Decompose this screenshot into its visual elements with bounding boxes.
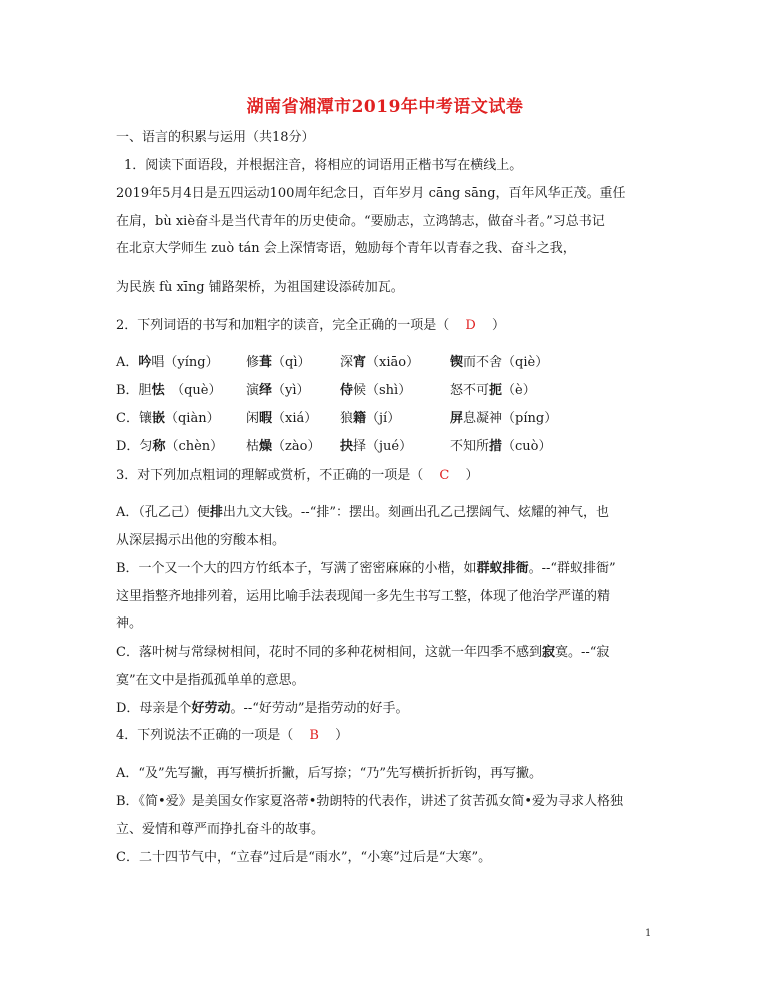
q4-stem-close: ）: [335, 728, 349, 743]
q2-option-b-item-1: [116, 381, 221, 401]
bold-character: 葺: [259, 355, 273, 370]
option-text: 择（jué）: [353, 439, 413, 454]
q1-passage-line-4: 为民族 fù xīng 铺路架桥，为祖国建设添砖加瓦。: [116, 280, 404, 295]
bold-character: 屏: [450, 411, 464, 426]
option-text: 息凝神（píng）: [463, 411, 558, 426]
option-text: （jí）: [366, 411, 401, 426]
q1-passage-line-1: 2019年5月4日是五四运动100周年纪念日，百年岁月 cāng sāng，百年风华正茂。重任: [116, 186, 626, 201]
q3-option-c: [116, 643, 661, 663]
bold-character: 侍: [340, 383, 354, 398]
q1-stem: 1．阅读下面语段，并根据注音，将相应的词语用正楷书写在横线上。: [124, 158, 523, 173]
q3-option-b-cont-2: 神。: [116, 616, 143, 631]
q2-option-a: [116, 353, 676, 373]
option-text: 怒不可: [450, 383, 490, 398]
option-text: 修: [246, 355, 260, 370]
page-number: 1: [645, 928, 652, 939]
option-text: （è）: [502, 383, 536, 398]
q2-option-c-item-2: [246, 409, 317, 429]
q2-option-b-item-4: [450, 381, 536, 401]
q3-option-d: [116, 699, 661, 719]
option-text: 闲: [246, 411, 260, 426]
q2-option-b-item-3: [340, 381, 411, 401]
bold-character: 吟: [138, 355, 152, 370]
option-text: 演: [246, 383, 260, 398]
bold-character: 宵: [353, 355, 367, 370]
option-text: 而不舍（qiè）: [463, 355, 549, 370]
bold-character: 扼: [489, 383, 503, 398]
q2-stem-text: 2．下列词语的书写和加粗字的读音，完全正确的一项是（: [116, 318, 450, 333]
q3-option-a-cont: 从深层揭示出他的穷酸本相。: [116, 533, 286, 548]
option-text: A．: [116, 355, 139, 370]
page-title: 湖南省湘潭市2019年中考语文试卷: [246, 97, 524, 117]
q3-c-bold: 寂: [541, 645, 555, 660]
q2-option-a-item-2: [246, 353, 311, 373]
q2-answer: D: [465, 318, 476, 333]
q4-option-c: C．二十四节气中，“立春”过后是“雨水”，“小寒”过后是“大寒”。: [116, 850, 492, 865]
bold-character: 绎: [259, 383, 273, 398]
q1-passage-line-2: 在肩，bù xiè奋斗是当代青年的历史使命。“要励志，立鸿鹄志，做奋斗者。”习总书记: [116, 214, 605, 229]
option-text: D．匀: [116, 439, 153, 454]
option-text: C．镶: [116, 411, 152, 426]
option-text: （cuò）: [502, 439, 552, 454]
q3-c-text: C．落叶树与常绿树相间，花时不同的多种花树相间，这就一年四季不感到: [116, 645, 542, 660]
q2-option-a-item-4: [450, 353, 548, 373]
q4-option-a: A．“及”先写撇，再写横折折撇，后写捺；“乃”先写横折折折钩，再写撇。: [116, 766, 542, 781]
q2-option-a-item-1: [116, 353, 219, 373]
q3-a-bold: 排: [209, 505, 223, 520]
q3-stem-text: 3．对下列加点粗词的理解或赏析，不正确的一项是（: [116, 468, 424, 483]
option-text: （chèn）: [165, 439, 224, 454]
option-text: （xiāo）: [366, 355, 420, 370]
option-text: 不知所: [450, 439, 490, 454]
q3-d-text-2: 。--“好劳动”是指劳动的好手。: [230, 701, 409, 716]
q3-option-c-cont: 寞”在文中是指孤孤单单的意思。: [116, 673, 305, 688]
q4-option-b-cont: 立、爱情和尊严而挣扎奋斗的故事。: [116, 822, 325, 837]
option-text: 狼: [340, 411, 354, 426]
q3-a-text: A．（孔乙己）便: [116, 505, 210, 520]
q3-option-a: [116, 503, 661, 523]
option-text: （qì）: [272, 355, 311, 370]
bold-character: 怯: [151, 383, 165, 398]
q2-option-d-item-3: [340, 437, 412, 457]
q3-b-text-2: 。--“群蚁排衙”: [528, 561, 616, 576]
q2-option-d-item-1: [116, 437, 223, 457]
bold-character: 暇: [259, 411, 273, 426]
q3-a-text-2: 出九文大钱。--“排”：摆出。刻画出孔乙己摆阔气、炫耀的神气，也: [222, 505, 609, 520]
q3-stem: [116, 466, 661, 486]
q2-option-b: [116, 381, 676, 401]
q2-option-d: [116, 437, 676, 457]
q2-stem-close: ）: [492, 318, 506, 333]
q3-option-b: [116, 559, 661, 579]
q2-option-c: [116, 409, 676, 429]
option-text: 枯: [246, 439, 260, 454]
option-text: （qiàn）: [164, 411, 220, 426]
q3-c-text-2: 寞。--“寂: [554, 645, 610, 660]
option-text: （yì）: [272, 383, 310, 398]
section-heading: 一、语言的积累与运用（共18分）: [116, 130, 315, 145]
bold-character: 称: [152, 439, 166, 454]
option-text: 唱（yíng）: [151, 355, 219, 370]
q2-option-c-item-4: [450, 409, 557, 429]
option-text: B．胆: [116, 383, 152, 398]
q4-option-b: B．《简•爱》是美国女作家夏洛蒂•勃朗特的代表作，讲述了贫苦孤女简•爱为寻求人格独: [116, 794, 624, 809]
q3-option-b-cont-1: 这里指整齐地排列着，运用比喻手法表现闻一多先生书写工整，体现了他治学严谨的精: [116, 589, 611, 604]
q2-option-c-item-1: [116, 409, 220, 429]
bold-character: 锲: [450, 355, 464, 370]
bold-character: 抉: [340, 439, 354, 454]
q2-option-a-item-3: [340, 353, 419, 373]
q4-answer: B: [309, 728, 319, 743]
q3-answer: C: [439, 468, 450, 483]
bold-character: 措: [489, 439, 503, 454]
q4-stem: [116, 726, 661, 746]
bold-character: 燥: [259, 439, 273, 454]
option-text: （què）: [164, 383, 222, 398]
q4-stem-text: 4．下列说法不正确的一项是（: [116, 728, 294, 743]
q3-b-bold: 群蚁排衙: [476, 561, 529, 576]
q1-passage-line-3: 在北京大学师生 zuò tán 会上深情寄语，勉励每个青年以青春之我、奋斗之我，: [116, 241, 576, 256]
q3-d-text: D．母亲是个: [116, 701, 192, 716]
option-text: 候（shì）: [353, 383, 412, 398]
q2-option-b-item-2: [246, 381, 310, 401]
q3-b-text: B．一个又一个大的四方竹纸本子，写满了密密麻麻的小楷，如: [116, 561, 477, 576]
option-text: （zào）: [272, 439, 321, 454]
option-text: （xiá）: [272, 411, 318, 426]
bold-character: 籍: [353, 411, 367, 426]
bold-character: 嵌: [151, 411, 165, 426]
q2-stem: [116, 316, 661, 336]
q2-option-c-item-3: [340, 409, 400, 429]
q2-option-d-item-2: [246, 437, 320, 457]
option-text: 深: [340, 355, 354, 370]
q3-d-bold: 好劳动: [191, 701, 231, 716]
q2-option-d-item-4: [450, 437, 552, 457]
q3-stem-close: ）: [465, 468, 479, 483]
